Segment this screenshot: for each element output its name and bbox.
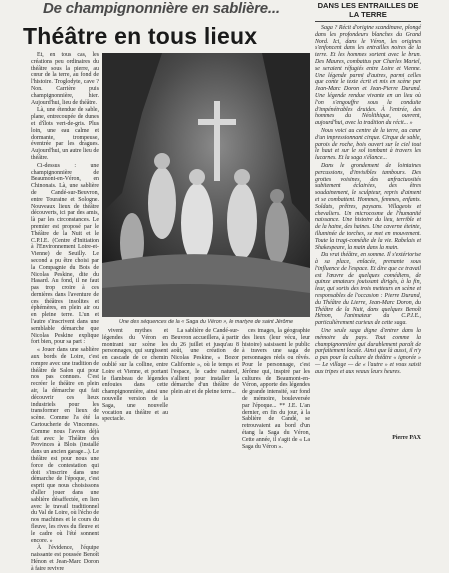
sidebar-text [315,25,421,435]
paragraph: Une seule saga digne d'entrer dans la mémoire du pays. Tout comme la champignonnière qui durablement paraît de parfaitement locale. Ainsi que là aussi, il n'y a pas pour la culture de théâtre « ignorée » — Le village — de « l'autre » et vous saisit aux tripes et aux veaux leurs heures. [315,328,421,375]
article-kicker: De champignonnière en sablière... [43,0,280,17]
sidebar [315,1,421,441]
paragraph: vivent mythes et légendes du Véron en montrant sur scène les personnages, qui surgissent en cascade de ce chemin oublié sur la colline, entre Loire et Vienne, et portant le flambeau de légendes enfouies dans cette champignonnière, ainsi une nouvelle version de la Saga, une nouvelle vocation au théâtre et au spectacle. [102,328,168,423]
paragraph: Du vrai théâtre, en somme. Il s'extériorise à sa place, enlacée, prenante sous l'influence de l'espace. Et dire que ce travail est l'œuvre de quelques comédiens, de quinze amateurs jouissant dirigés, à la fin, leur, qui sortis des trois metteurs en scène et responsables de l'occasion : Pierre Durand, du Théâtre du Lierre, Jean-Marc Doron, du Théâtre de la Nuit, dans quelques Benoît Hénon, l'animateur du C.P.I.E., particulièrement curieux de cette saga. [315,252,421,327]
paragraph: Nous voici au centre de la terre, au cœur d'un impressionnant cirque. Cirque de sable, parois de roche, bois ouvert sur le ciel tout le haut et sur le sol tombant à travers les lucarnes. Et la saga s'élance... [315,127,421,162]
paragraph: ces images, la géographie des lieux (leur vécu, leur histoire) saisissent le public à travers une saga de personnages réels ou rêvés. Pour le personnage, c'est Jérôme qui, inspiré par les cultures de Beaumont-en-Véron, apporte des légendes de grande intensité, sur fond de mémoire, bouleversée par l'époque... ** J.E. L'an dernier, en fin du jour, à la Sablière de Candé, se retrouvaient au bord d'un étang la Saga du Véron, Cette année, il s'agit de « La Saga du Véron ». [242,328,310,450]
article-column-2 [102,328,168,441]
article-photo [102,53,310,317]
paragraph: Ci-dessus : une champignonnière de Beaumont-en-Véron, en Chinonais. Là, une sablière de Candé-sur-Beuvron, entre Touraine et Sologne. Nouveaux lieux de théâtre découverts, ici par des amis, là par les circonstances. Le premier est proposé par le Théâtre de la Nuit et le C.P.I.E. (Centre d'Initiation à l'Environnement Loire-et-Vienne) de Seuilly. Le second a pu être choisi par la Compagnie du Bois de Nicolas Peskine, dite du Hasard. Au fond, il ne faut pas trop croire à ces dernières dans l'aventure de ces théâtres insolites et éphémères, en plein air ou en pleine terre. L'un et l'autre s'inscrivent dans une semblable démarche que Nicolas Peskine explique fort bien, pour sa part : [31,162,99,346]
paragraph: « Jouer dans une sablière aux bords de Loire, c'est rompre avec une tradition de théâtre de Salon qui pour nos pas connues. C'est recréer le théâtre en plein air, la démarche qui fait découvrir ces lieux industriels pour les transformer en lieux de scène. Comme l'a été la Cartoucherie de Vincennes. Comme nous l'avons déjà fait avec le Théâtre des Provinces à Blois (installé dans un ancien garage...). Le théâtre est pour nous une force de contestation qui doit s'inscrire dans une démarche de l'époque, c'est esprit que nous choisissons d'aller jouer dans une sablière désaffectée, en lien avec le travail traditionnel du Val de Loire, où l'écho de nos machines et le cours du fleuve, les rives du fleuve et le cadre où l'été sonnent encore. » [31,347,99,544]
article-column-4 [242,328,310,450]
paragraph: La sablière de Candé-sur-Beuvron accueillera, à partir du 26 juillet et jusqu'au 8 août, une création de Nicolas Peskine, « Bozor Californie », où le temps et l'espace, le cadre naturel, s'allient pour installer la démarche d'un théâtre de plein air et de pleine terre... [171,328,239,396]
article-column-3 [171,328,239,441]
paragraph: À l'évidence, l'équipe naissante est poussée Benoît Hénon et Jean-Marc Doron à faire revivre [31,545,99,572]
paragraph: Saga ? Récit d'origine scandinave, plongé dans les profondeurs blanches du Grand Nord. Ici, dans le Véron, les origines s'enfoncent dans les entrailles noires de la terre. Et les hommes sortent avec le brun. Des Maures, combattus par Charles Martel, se seraient réfugiés entre Loire et Vienne. Une légende parmi d'autres, parmi celles que conte le texte écrit et mis en scène par Jean-Marc Doron et Jean-Pierre Durand. Une légende rendue vivante en un lieu où l'on s'engouffre sous la conduite d'impénétrables druides. À l'entrée, des hommes du Néolithique, ouvrent, aujourd'hui, avec la tradition du récit... » [315,25,421,127]
author-signature: Pierre PAX [392,435,421,441]
paragraph: Dans le grondement de lointaines percussions, d'invisibles tambours. Des grottes voisines, des anfractuosités subitement éclairées, des êtres soudainement, le sculpteur, repris d'aiment et se combattent. Hommes, femmes, enfants. Soldats, prêtres, paysans. Villageois et chevaliers. Un microcosme de l'humanité naissance. Une histoire du lieu, terrible et de la haine, des haines. Une caverne éteinte, illuminée de torches, se met en mouvement. Toute la tragi-comédie de la vie. Rabelais et Shakespeare, la main dans la main. [315,162,421,251]
paragraph: Là, une étendue de sable, plane, entrecoupée de dunes et d'îlots vert-de-gris. Plus loin, une eau calme et dormante, trompeuse, éventrée par les dragues. Aujourd'hui, un autre lieu de théâtre. [31,107,99,161]
article-column-1 [31,52,99,572]
paragraph: Et, en tous cas, les créations peu ordinaires du théâtre sous la pierre, au cœur de la terre, au fond de l'histoire. Troglodyte, cave ? Non. Carrière puis champignonnière, hier. Aujourd'hui, lieu de théâtre. [31,52,99,106]
theatre-scene-photo [102,53,310,317]
sidebar-heading: DANS LES ENTRAILLES DE LA TERRE [315,1,421,22]
article-headline: Théâtre en tous lieux [23,23,258,49]
photo-caption: Une des séquences de la « Saga du Véron », le martyre de saint Jérôme [118,319,294,325]
